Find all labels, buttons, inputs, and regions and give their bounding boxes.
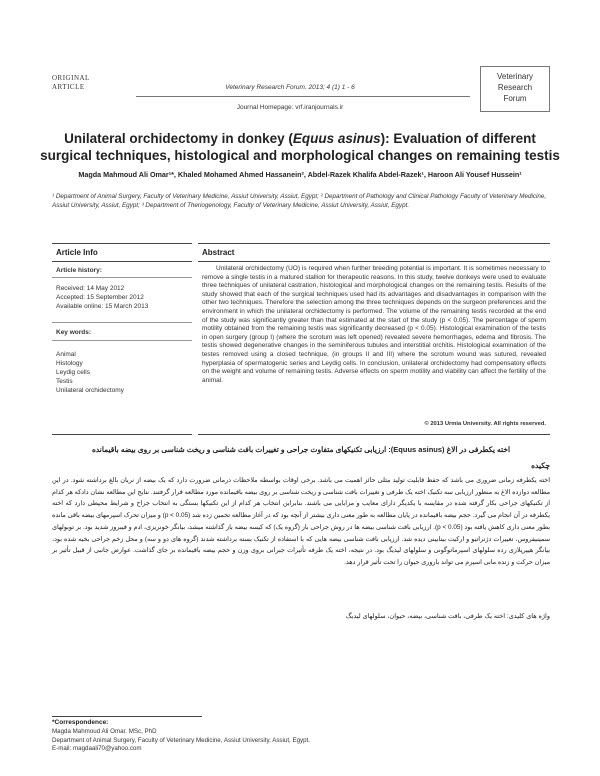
journal-citation: Veterinary Research Forum. 2013; 4 (1) 1 - 6 [225, 84, 355, 91]
article-type-line2: ARTICLE [52, 83, 85, 91]
online-date: Available online: 15 March 2013 [56, 303, 149, 310]
received-date: Received: 14 May 2012 [56, 285, 125, 292]
correspondent-name: Magda Mahmoud Ali Omar. MSc, PhD [52, 728, 157, 735]
article-info-heading: Article Info [56, 248, 98, 257]
keyword-item: Animal [56, 351, 76, 358]
copyright-notice: © 2013 Urmia University. All rights reserved. [424, 421, 546, 427]
article-type-line1: ORIGINAL [52, 74, 90, 82]
keyword-item: Unilateral orchidectomy [56, 387, 124, 394]
affiliations: ¹ Department of Animal Surgery, Faculty of Veterinary Medicine, Assiut University, Assiut, Egypt; ² Department of Pathology and Clinical Pathology Faculty of Veterinary Medicine, Assiut University, Assiut, Egypt; ³ Department of Theriogenology, Faculty of Veterinary Medicine, Assiut University, Assiut, Egypt. [52, 193, 547, 209]
keyword-item: Leydig cells [56, 369, 90, 376]
correspondent-email[interactable]: E-mail: magdaali70@yahoo.com [52, 745, 142, 752]
abstract-heading: Abstract [202, 248, 235, 257]
accepted-date: Accepted: 15 September 2012 [56, 294, 144, 301]
paper-title [40, 130, 560, 164]
keyword-item: Testis [56, 378, 73, 385]
logo-line1: Veterinary [496, 72, 534, 81]
header-divider [136, 96, 470, 97]
author-list: Magda Mahmoud Ali Omar¹*, Khaled Mohamed Ahmed Hassanein², Abdel-Razek Khalifa Abdel-Razek¹, Haroon Ali Yousef Hussein¹ [78, 170, 522, 179]
logo-line2: Research [497, 83, 533, 92]
persian-abstract-heading: چکیده [531, 461, 550, 470]
keywords-divider [52, 340, 192, 341]
history-divider [52, 277, 192, 278]
footnote-divider [52, 716, 202, 717]
title-prefix: Unilateral orchidectomy in donkey ( [64, 131, 293, 146]
persian-title: اخته یکطرفی در الاغ (Equus asinus): ارزیابی تکنیکهای متفاوت جراحی و تغییرات بافت شناسی و ریخت شناسی بر روی بیضه باقیمانده [91, 445, 511, 454]
persian-keywords: واژه های کلیدی: اخته یک طرفی، بافت شناسی، بیضه، حیوان، سلولهای لیدیگ [345, 613, 550, 620]
title-suffix: ): Evaluation of different surgical techniques, histological and morphological changes on remaining testis [40, 131, 560, 163]
keywords-list [56, 350, 124, 395]
keywords-top-divider [52, 322, 192, 323]
keyword-item: Histology [56, 360, 83, 367]
correspondence-heading: *Correspondence: [52, 719, 109, 726]
keywords-heading: Key words: [56, 329, 92, 336]
info-divider [52, 261, 192, 262]
correspondent-department: Department of Animal Surgery, Faculty of Veterinary Medicine, Assiut University, Assiut, Egypt. [52, 736, 311, 744]
history-heading: Article history: [56, 267, 102, 274]
journal-logo [480, 66, 550, 112]
journal-homepage[interactable]: Journal Homepage: vrf.iranjournals.ir [236, 104, 344, 111]
abstract-text: Unilateral orchidectomy (UO) is required when further breeding potential is important. It is sometimes necessary to remove a single testis in a matured stallion for therapeutic reasons. In this study, twelve donkeys were used to evaluate three techniques of unilateral castration, histological and morphological changes on the remaining testis. Results of the study showed that each of the surgical techniques used had its advantages and disadvantages in comparison with the other two techniques. Therefore the selection among the three techniques depends on the surgeon preferences and the environment in which the unilateral orchidectomy is performed. The volume of the remaining testis recorded at the end of the study was significantly greater than that estimated at the start of the study (p < 0.05). The percentage of sperm motility obtained from the remaining testis was significantly decreased (p < 0.05). Histological examination of the testis in open surgery (group I) (where the scrotum was left opened) revealed severe hemorrhages, edema and fibrosis. The testis showed degenerative changes in the seminiferous tubules and interstitial orchitis. Histological examination of the testes removed using a closed technique, (in groups II and III) where the scrotum wound was sutured, revealed hyperplasia of spermatogenic series and Leydig cells. In conclusion, unilateral orchidectomy had compensatory effects on the weight and volume of remaining testis. Adverse effects on sperm motility and viability can affect the fertility of the animal. [202, 265, 546, 384]
abstract-divider [198, 261, 550, 262]
article-info-box [52, 243, 192, 435]
history-dates [56, 284, 148, 311]
logo-line3: Forum [503, 94, 527, 103]
title-species: Equus asinus [292, 131, 381, 146]
correspondence-details [52, 728, 452, 754]
article-type-label [52, 74, 122, 92]
persian-abstract-text: اخته یکطرفه زمانی ضروری می باشد که حفظ قابلیت تولید مثلی حائز اهمیت می باشد. برخی اوقات بواسطه ملاحظات درمانی ضرورت دارد که یک بیضه از نریان بالغ برداشته شود. در این مطالعه دوازده الاغ به منظور ارزیابی سه تکنیک اخته یک طرفی و تغییرات بافت شناسی و ریخت شناسی بر روی بیضه باقیمانده مورد مطالعه قرار گرفتند. نتایج این مطالعه نشان دادکه هر کدام از تکنیکهای جراحی بکار گرفته شده در مقایسه با یکدیگر دارای معایب و مزایایی می باشند. بنابراین انتخاب هر کدام از این تکنیکها بستگی به انتخاب جراح و شرایط محیطی دارد که اخته یکطرفه در آن انجام می گیرد. حجم بیضه باقیمانده در پایان مطالعه به طور معنی داری بیشتر از آنچه بود که در آغاز مطالعه تخمین زده شد (p < 0.05) و میزان تحرک اسپرمهای بیضه باقی مانده بطور معنی داری کاهش یافته بود (p < 0.05). ارزیابی بافت شناسی بیضه ها در روش جراحی باز (گروه یک) که کیسه بیضه باز گذاشته میشد، بیانگر خونریزی، ادم و فیبروز شدید بود. بر توبولهای سمینیفروس، تغییرات دژنراتیو و ارکیت بینابینی دیده شد. ارزیابی بافت شناسی بیضه هایی که با استفاده از تکنیک بسته برداشته شدند (گروه های دو و سه) و محل زخم جراحی بخیه شده بود، بیانگر هیپرپلازی رده سلولهای اسپرماتوگونی و سلولهای لیدیگ بود. در نتیجه، اخته یک طرفه تأثیرات جبرانی بروی وزن و حجم بیضه باقیمانده بر جای گذاشت. عوارض جانبی از قبیل تأثیر بر میزان حرکت و زنده مانی اسپرم می تواند باروری حیوان را تحت تأثیر قرار دهد. [52, 477, 551, 566]
